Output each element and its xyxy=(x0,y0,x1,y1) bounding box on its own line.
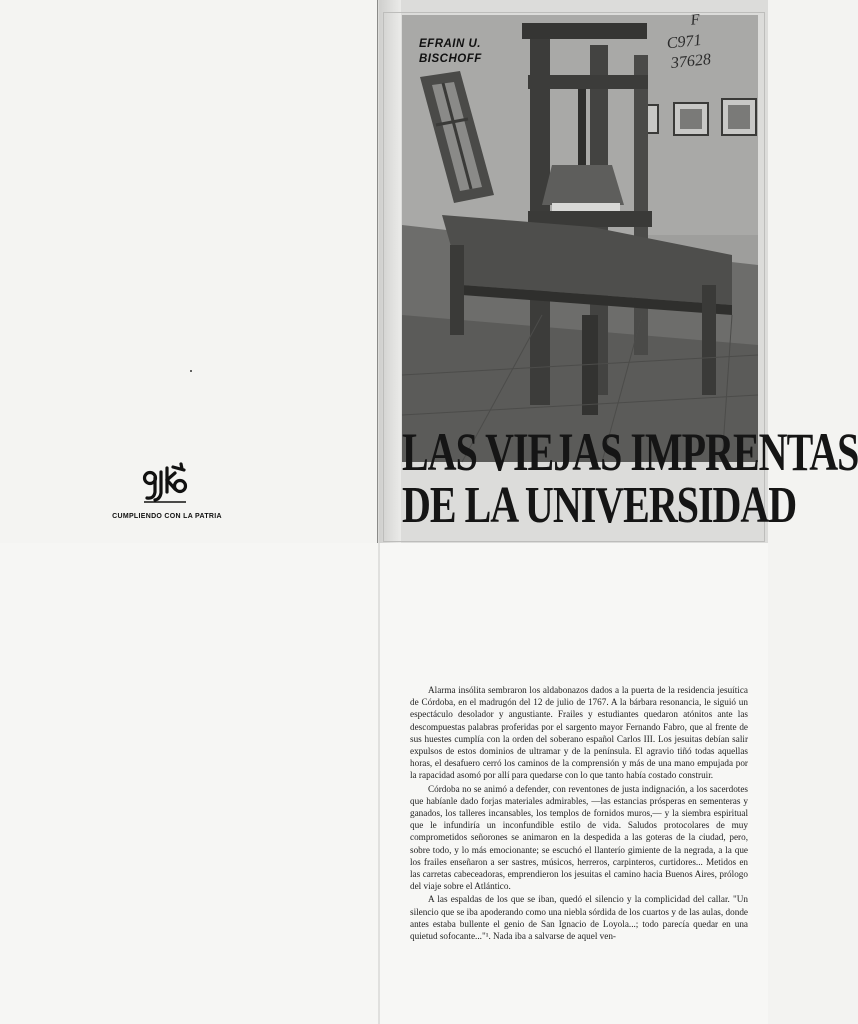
paragraph: Alarma insólita sembraron los aldabonazos dados a la puerta de la residencia jesuítica de Córdoba, en el madrugón del 12 de julio de 1767. A la bárbara resonancia, le siguió un espectáculo desolador y angustiante. Frailes y estudiantes quedaron atónitos ante las descompuestas palabras proferidas por el sargento mayor Fernando Fabro, que al frente de sus huestes cumplía con la orden del soberano español Carlos III. Los jesuitas debían salir expulsos de estos dominios de ultramar y de la península. El agravio tiñó todas aquellas horas, el desafuero cerró los caminos de la comprensión y más de una mano empujada por la rapacidad asomó por allí para quedarse con lo que tanto había costado construir. xyxy=(410,685,748,781)
publisher-logo-icon xyxy=(140,462,190,504)
handwriting-line-2: C971 xyxy=(666,31,703,53)
book-title-line-2: DE LA UNIVERSIDAD xyxy=(402,475,797,534)
print-speck xyxy=(190,370,192,372)
paragraph: A las espaldas de los que se iban, quedó el silencio y la complicidad del callar. "Un silencio que se iba apoderando como una niebla sórdida de los cuartos y de las aulas, donde antes estaba bullente el genio de San Ignacio de Loyola...; todo parecía quedar en una quietud sofocante..."¹. Nada iba a salvarse de aquel ven- xyxy=(410,894,748,942)
author-name xyxy=(419,37,482,67)
author-first-name: EFRAIN U. xyxy=(419,38,481,50)
paragraph: Córdoba no se animó a defender, con reventones de justa indignación, a los sacerdotes que habíanle dado forjas materiales admirables, —las estancias prósperas en sementeras y ganados, los talleres incansables, los templos de fornidos muros,— y la siembra espiritual que le infundiría un inconfundible estilo de vida. Saludos protocolares de muy comprometidos señorones se animaron en la despedida a las goteras de la ciudad, pero, sobre todo, y lo más emocionante; se escuchó el llanterío gimiente de la negrada, a la que los frailes enseñaron a ser sastres, músicos, herreros, carpinteros, curtidores... Metidos en las carretas cabeceadoras, emprendieron los jesuitas el camino hacia Buenos Aires, prólogo del viaje sobre el Atlántico. xyxy=(410,783,748,892)
handwriting-line-1: F xyxy=(689,11,701,29)
book-title-line-1: LAS VIEJAS IMPRENTAS xyxy=(402,421,858,483)
back-cover xyxy=(0,0,378,543)
author-last-name: BISCHOFF xyxy=(419,53,482,65)
publisher-slogan: CUMPLIENDO CON LA PATRIA xyxy=(112,513,222,520)
printing-press-photo xyxy=(402,15,758,462)
handwriting-line-3: 37628 xyxy=(670,50,712,73)
body-text xyxy=(410,684,748,943)
blank-page xyxy=(0,543,378,1024)
